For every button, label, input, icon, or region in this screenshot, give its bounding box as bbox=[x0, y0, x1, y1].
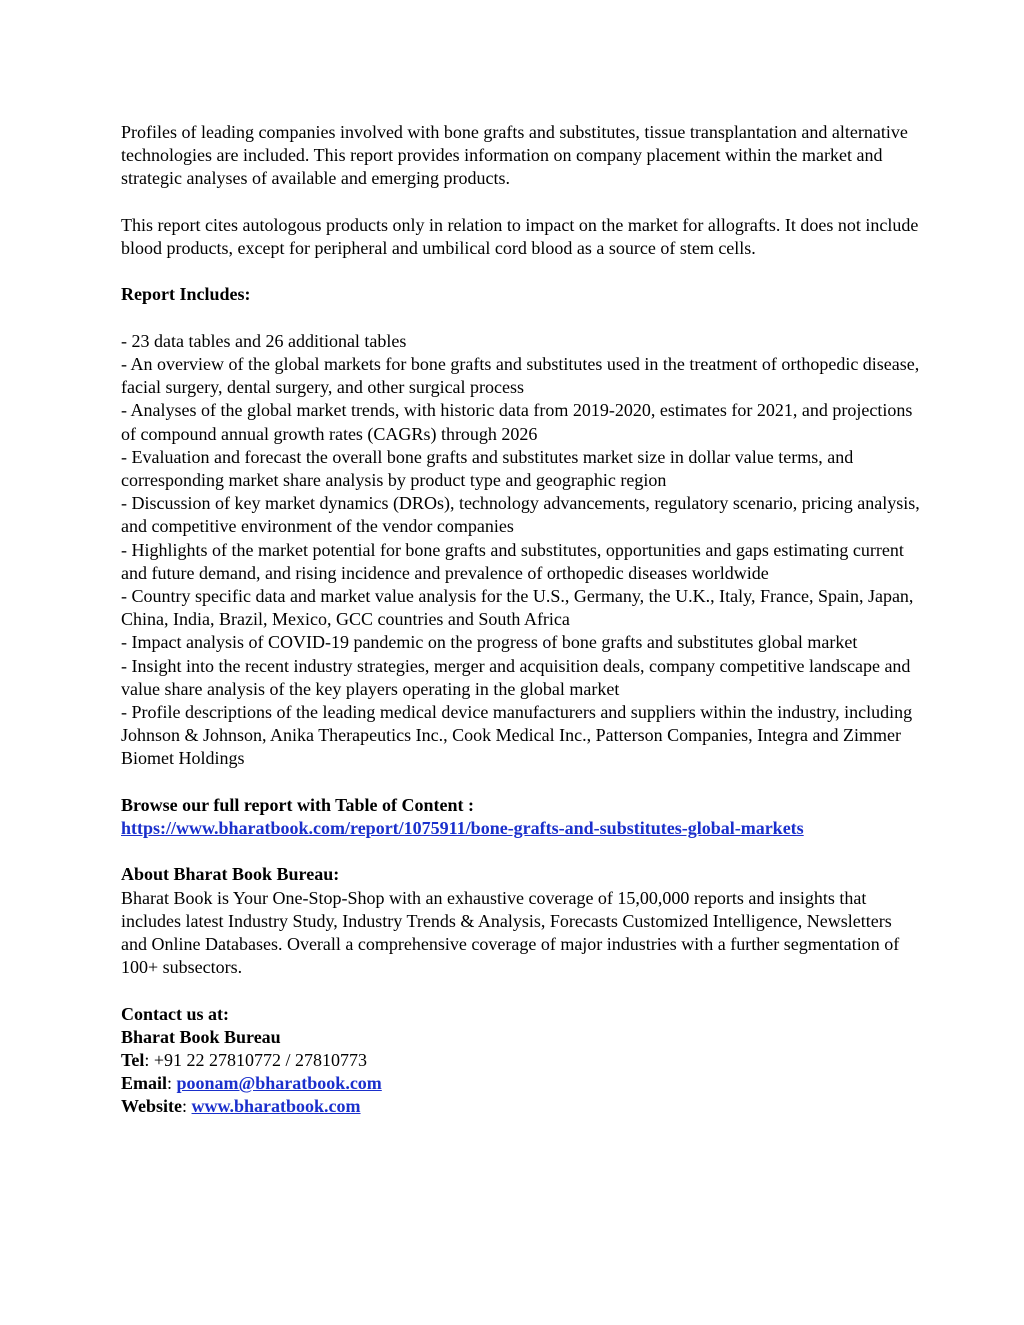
website-link[interactable]: www.bharatbook.com bbox=[191, 1096, 361, 1117]
list-item: - Profile descriptions of the leading medical device manufacturers and suppliers within the industry, including Johnson & Johnson, Anika Therapeutics Inc., Cook Medical Inc., Patterson Companies, Integra and Zimmer Biomet Holdings bbox=[121, 702, 913, 769]
email-separator: : bbox=[167, 1073, 177, 1094]
website-label: Website bbox=[121, 1096, 182, 1117]
list-item: - Impact analysis of COVID-19 pandemic on the progress of bone grafts and substitutes global market bbox=[121, 632, 858, 653]
contact-company: Bharat Book Bureau bbox=[121, 1026, 281, 1047]
contact-email-line bbox=[121, 1072, 921, 1095]
list-item: - An overview of the global markets for bone grafts and substitutes used in the treatment of orthopedic disease, facial surgery, dental surgery, and other surgical process bbox=[121, 353, 920, 398]
list-item: - Evaluation and forecast the overall bone grafts and substitutes market size in dollar value terms, and corresponding market share analysis by product type and geographic region bbox=[121, 446, 854, 490]
tel-label: Tel bbox=[121, 1050, 145, 1071]
contact-tel-line bbox=[121, 1049, 921, 1072]
intro-paragraph-1: Profiles of leading companies involved with bone grafts and substitutes, tissue transplantation and alternative technologies are included. This report provides information on company placement within the market and strategic analyses of available and emerging products. bbox=[121, 122, 908, 189]
list-item: - 23 data tables and 26 additional tables bbox=[121, 330, 407, 351]
browse-report-label: Browse our full report with Table of Content : bbox=[121, 794, 475, 815]
list-item: - Analyses of the global market trends, with historic data from 2019-2020, estimates for 2021, and projections of compound annual growth rates (CAGRs) through 2026 bbox=[121, 400, 913, 444]
about-heading: About Bharat Book Bureau: bbox=[121, 864, 340, 885]
document-body bbox=[121, 121, 921, 1119]
list-item: - Discussion of key market dynamics (DROs), technology advancements, regulatory scenario, pricing analysis, and competitive environment of the vendor companies bbox=[121, 493, 920, 537]
email-label: Email bbox=[121, 1073, 168, 1094]
contact-website-line bbox=[121, 1095, 921, 1118]
intro-paragraph-2: This report cites autologous products only in relation to impact on the market for allografts. It does not include blood products, except for peripheral and umbilical cord blood as a source of stem cells. bbox=[121, 214, 919, 258]
about-text: Bharat Book is Your One-Stop-Shop with an exhaustive coverage of 15,00,000 reports and insights that includes latest Industry Study, Industry Trends & Analysis, Forecasts Customized Intelligence, Newsletters and Online Databases. Overall a comprehensive coverage of major industries with a further segmentation of 100+ subsectors. bbox=[121, 887, 900, 978]
tel-value: : +91 22 27810772 / 27810773 bbox=[144, 1050, 367, 1071]
list-item: - Insight into the recent industry strategies, merger and acquisition deals, company competitive landscape and value share analysis of the key players operating in the global market bbox=[121, 655, 911, 699]
list-item: - Country specific data and market value analysis for the U.S., Germany, the U.K., Italy, France, Spain, Japan, China, India, Brazil, Mexico, GCC countries and South Africa bbox=[121, 586, 914, 630]
report-url-link[interactable]: https://www.bharatbook.com/report/1075911/bone-grafts-and-substitutes-global-markets bbox=[121, 818, 804, 839]
list-item: - Highlights of the market potential for bone grafts and substitutes, opportunities and gaps estimating current and future demand, and rising incidence and prevalence of orthopedic diseases worldwide bbox=[121, 539, 904, 583]
email-link[interactable]: poonam@bharatbook.com bbox=[176, 1073, 382, 1094]
contact-heading: Contact us at: bbox=[121, 1003, 229, 1024]
report-includes-list bbox=[121, 330, 921, 771]
report-includes-heading: Report Includes: bbox=[121, 284, 251, 305]
website-separator: : bbox=[182, 1096, 192, 1117]
